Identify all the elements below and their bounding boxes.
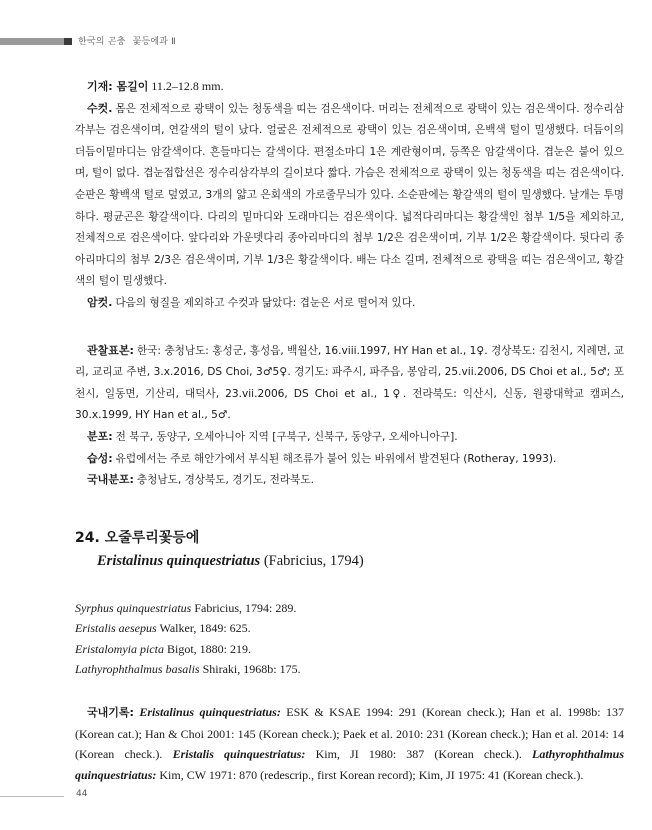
synonym-name: Eristalis aesepus: [75, 621, 157, 636]
distribution-paragraph: [75, 426, 624, 448]
header-bar: [0, 38, 64, 45]
specimens-paragraph: [75, 340, 624, 426]
species-number: 24.: [75, 529, 100, 546]
synonym-name: Eristalomyia picta: [75, 641, 164, 656]
records-text-1: ESK & KSAE 1994: 291 (Korean check.); Han et al. 1998b: 137 (Korean cat.); Han & Choi 2001: 145 (Korean check.); Paek et al. 2010: 231 (Korean check.); Han et al. 2014: 14 (Korean check.).: [75, 705, 624, 762]
male-label: 수컷.: [87, 101, 113, 115]
measurement-value: 11.2–12.8 mm.: [151, 79, 224, 93]
domestic-text: 충청남도, 경상북도, 경기도, 전라북도.: [136, 474, 314, 487]
species-author: (Fabricius, 1794): [263, 552, 364, 569]
page-number: 44: [76, 789, 88, 799]
synonym-item: [75, 598, 624, 619]
specimens-text: 한국: 충청남도: 홍성군, 홍성읍, 백월산, 16.viii.1997, HY Han et al., 1♀. 경상북도: 김천시, 지례면, 교리, 교리교 주변, 3.x.2016, DS Choi, 3♂5♀. 경기도: 파주시, 파주읍, 봉암리, 25.vii.2006, DS Choi et al., 5♂; 포천시, 일동면, 기산리, 대덕사, 23.vii.2006, DS Choi et al., 1♀. 전라북도: 익산시, 신동, 원광대학교 캠퍼스, 30.x.1999, HY Han et al., 5♂.: [75, 344, 625, 422]
records-label: 국내기록:: [87, 706, 134, 720]
habitat-text: 유럽에서는 주로 해안가에서 부식된 해조류가 붙어 있는 바위에서 발견된다 (Rotheray, 1993).: [115, 452, 557, 465]
running-header: [78, 34, 176, 47]
korean-records-paragraph: [75, 702, 624, 785]
male-text: 몸은 전체적으로 광택이 있는 청동색을 띠는 검은색이다. 머리는 전체적으로 광택이 있는 검은색이다. 정수리삼각부는 검은색이며, 연갈색의 털이 났다. 얼굴은 전체적으로 광택이 있는 검은색이며, 은백색 털이 밀생했다. 더듬이의 더듬이밑마디는 암갈색이다. 흔들마디는 갈색이다. 편절소마디 1은 계란형이며, 등쪽은 암갈색이다. 겹눈은 붙어 있으며, 털이 없다. 겹눈접합선은 정수리삼각부의 길이보다 짧다. 가슴은 전체적으로 광택이 있는 청동색을 띠는 검은색이다. 순판은 황백색 털로 덮였고, 3개의 얇고 은회색의 가로줄무늬가 있다. 소순판에는 황갈색의 털이 밀생했다. 날개는 투명하다. 평균곤은 황갈색이다. 다리의 밑마디와 도래마디는 검은색이다. 넓적다리마디는 황갈색인 첨부 1/5을 제외하고, 전체적으로 검은색이다. 앞다리와 가운뎃다리 종아리마디의 첨부 1/2은 검은색이며, 기부 1/2은 황갈색이다. 뒷다리 종아리마디의 첨부 2/3은 검은색이며, 기부 1/3은 황갈색이다. 배는 다소 길며, 전체적으로 광택을 띠는 검은색이고, 황갈색의 털이 밀생했다.: [75, 102, 625, 288]
synonym-name: Syrphus quinquestriatus: [75, 600, 192, 615]
distribution-label: 분포:: [87, 429, 113, 443]
synonym-ref: Fabricius, 1794: 289.: [194, 600, 297, 615]
domestic-label: 국내분포:: [87, 473, 134, 487]
synonym-item: [75, 618, 624, 639]
records-name-1: Eristalinus quinquestriatus:: [139, 705, 281, 720]
habitat-label: 습성:: [87, 451, 113, 465]
measurement-paragraph: [75, 76, 624, 98]
synonym-item: [75, 659, 624, 680]
records-name-3: Lathyrophthalmus quinquestriatus:: [75, 747, 625, 782]
header-bar-accent: [64, 38, 72, 45]
measurement-label: 기재: 몸길이: [87, 80, 149, 93]
footer-rule: [0, 796, 64, 797]
species-heading: [75, 528, 624, 548]
book-title: 한국의 곤충: [78, 37, 126, 47]
records-name-2: Eristalis quinquestriatus:: [172, 747, 306, 762]
synonym-name: Lathyrophthalmus basalis: [75, 662, 200, 677]
synonym-ref: Bigot, 1880: 219.: [167, 641, 252, 656]
species-korean-name: 오줄루리꽃등에: [104, 529, 200, 546]
female-label: 암컷.: [87, 295, 113, 309]
species-scientific-name: Eristalinus quinquestriatus: [97, 552, 261, 569]
synonym-ref: Walker, 1849: 625.: [159, 621, 251, 636]
synonym-item: [75, 639, 624, 660]
specimens-label: 관찰표본:: [87, 343, 134, 357]
female-description: [75, 292, 624, 314]
series-title: 꽃등에과 Ⅱ: [132, 37, 176, 47]
records-text-2: Kim, JI 1980: 387 (Korean check.).: [315, 747, 522, 762]
domestic-distribution-paragraph: [75, 469, 624, 491]
male-description: [75, 98, 624, 292]
page-body: [75, 76, 624, 785]
species-scientific-line: [97, 550, 624, 572]
records-text-3: Kim, CW 1971: 870 (redescrip., first Korean record); Kim, JI 1975: 41 (Korean check.).: [159, 767, 584, 782]
synonym-list: [75, 598, 624, 680]
distribution-text: 전 북구, 동양구, 오세아니아 지역 [구북구, 신북구, 동양구, 오세아니아구].: [115, 430, 458, 443]
female-text: 다음의 형질을 제외하고 수컷과 닮았다: 겹눈은 서로 떨어져 있다.: [115, 296, 416, 309]
synonym-ref: Shiraki, 1968b: 175.: [202, 662, 301, 677]
habitat-paragraph: [75, 448, 624, 470]
